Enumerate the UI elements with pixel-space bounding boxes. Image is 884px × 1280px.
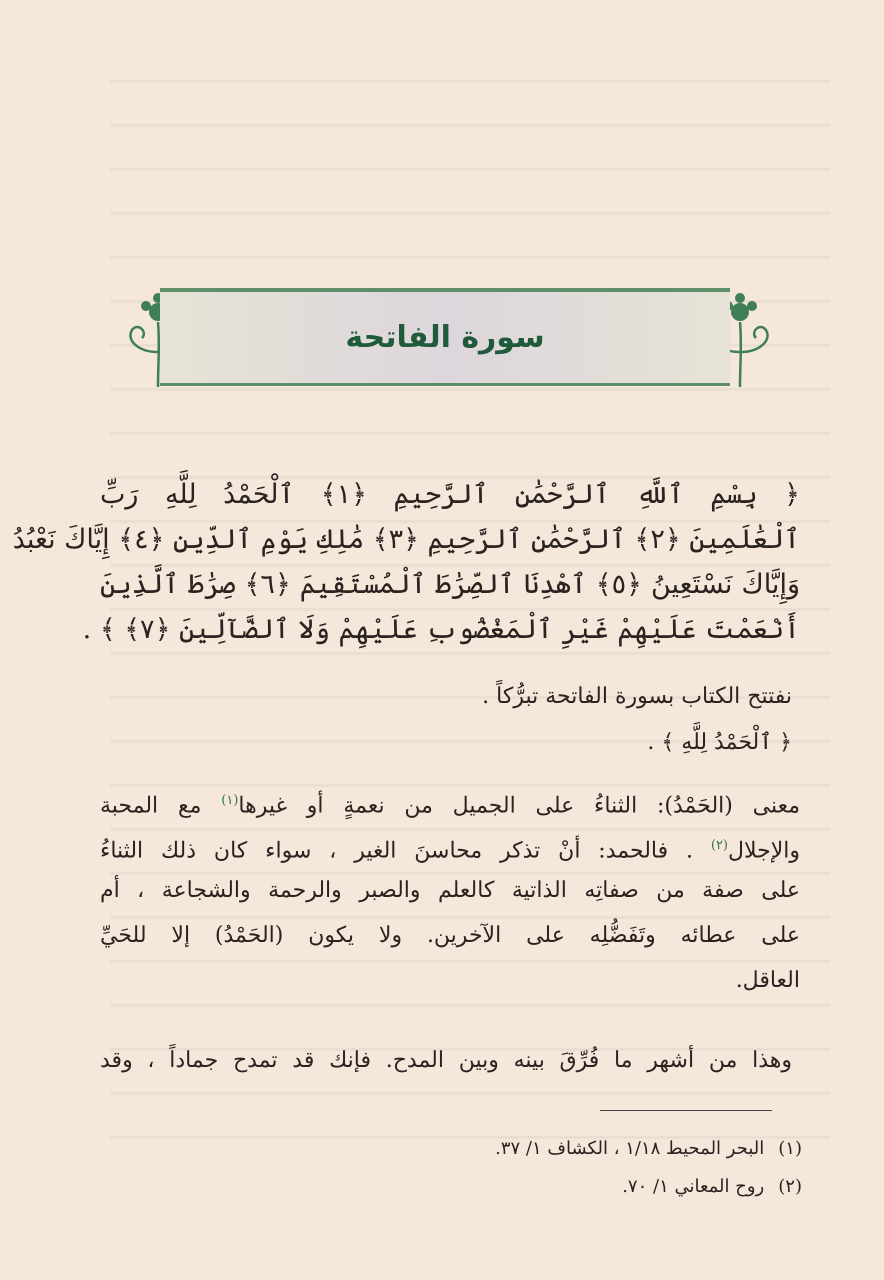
footnote-ref[interactable]: (٢): [710, 838, 728, 853]
quran-text: [12, 472, 800, 652]
body-line: على عطائه وتَفَضُّلِه على الآخرين. ولا يكون (الحَمْدُ) إلا للحَيِّ: [100, 923, 800, 948]
quran-line: ﴿ بِسْمِ ٱللَّهِ ٱلرَّحْمَٰنِ ٱلرَّحِيمِ ﴿١﴾ ٱلْحَمْدُ لِلَّهِ رَبِّ: [100, 479, 800, 510]
body-line: العاقل.: [735, 968, 800, 993]
footnote-ref[interactable]: (١): [221, 793, 239, 808]
body-line: معنى (الحَمْدُ): الثناءُ على الجميل من نعمةٍ أو غيرها$^{(١)}$ مع المحبة: [100, 793, 801, 819]
quran-line: ٱلْعَٰلَمِينَ ﴿٢﴾ ٱلرَّحْمَٰنِ ٱلرَّحِيمِ ﴿٣﴾ مَٰلِكِ يَوْمِ ٱلدِّينِ ﴿٤﴾ إِيَّاكَ نَعْبُدُ: [12, 524, 800, 555]
body-line: على صفة من صفاتِه الذاتية كالعلم والصبر والرحمة والشجاعة ، أم: [100, 878, 800, 903]
page-title: سورة الفاتحة: [345, 320, 545, 355]
quran-line: وَإِيَّاكَ نَسْتَعِينُ ﴿٥﴾ ٱهْدِنَا ٱلصِّرَٰطَ ٱلْمُسْتَقِيمَ ﴿٦﴾ صِرَٰطَ ٱلَّذِينَ: [100, 569, 800, 600]
footnote-separator: [600, 1110, 772, 1111]
footnote: (١)البحر المحيط ١/١٨ ، الكشاف ١/ ٣٧.: [495, 1138, 802, 1159]
quran-line: أَنْعَمْتَ عَلَيْهِمْ غَيْرِ ٱلْمَغْضُوبِ عَلَيْهِمْ وَلَا ٱلضَّآلِّينَ ﴿٧﴾ ﴾ .: [82, 614, 800, 645]
quote-line: ﴿ ٱلْحَمْدُ لِلَّهِ ﴾ .: [647, 730, 792, 755]
surah-title-banner: [160, 288, 730, 386]
body-paragraph: [100, 778, 800, 1003]
next-paragraph: وهذا من أشهر ما فُرِّقَ بينه وبين المدح. فإنك قد تمدح جماداً ، وقد: [100, 1048, 792, 1073]
footnote: (٢)روح المعاني ١/ ٧٠.: [622, 1176, 802, 1197]
intro-paragraph: نفتتح الكتاب بسورة الفاتحة تبرُّكاً .: [482, 684, 792, 709]
body-line: والإجلال$^{(٢)}$ . فالحمد: أنْ تذكر محاسنَ الغير ، سواء كان ذلك الثناءُ: [100, 838, 800, 864]
